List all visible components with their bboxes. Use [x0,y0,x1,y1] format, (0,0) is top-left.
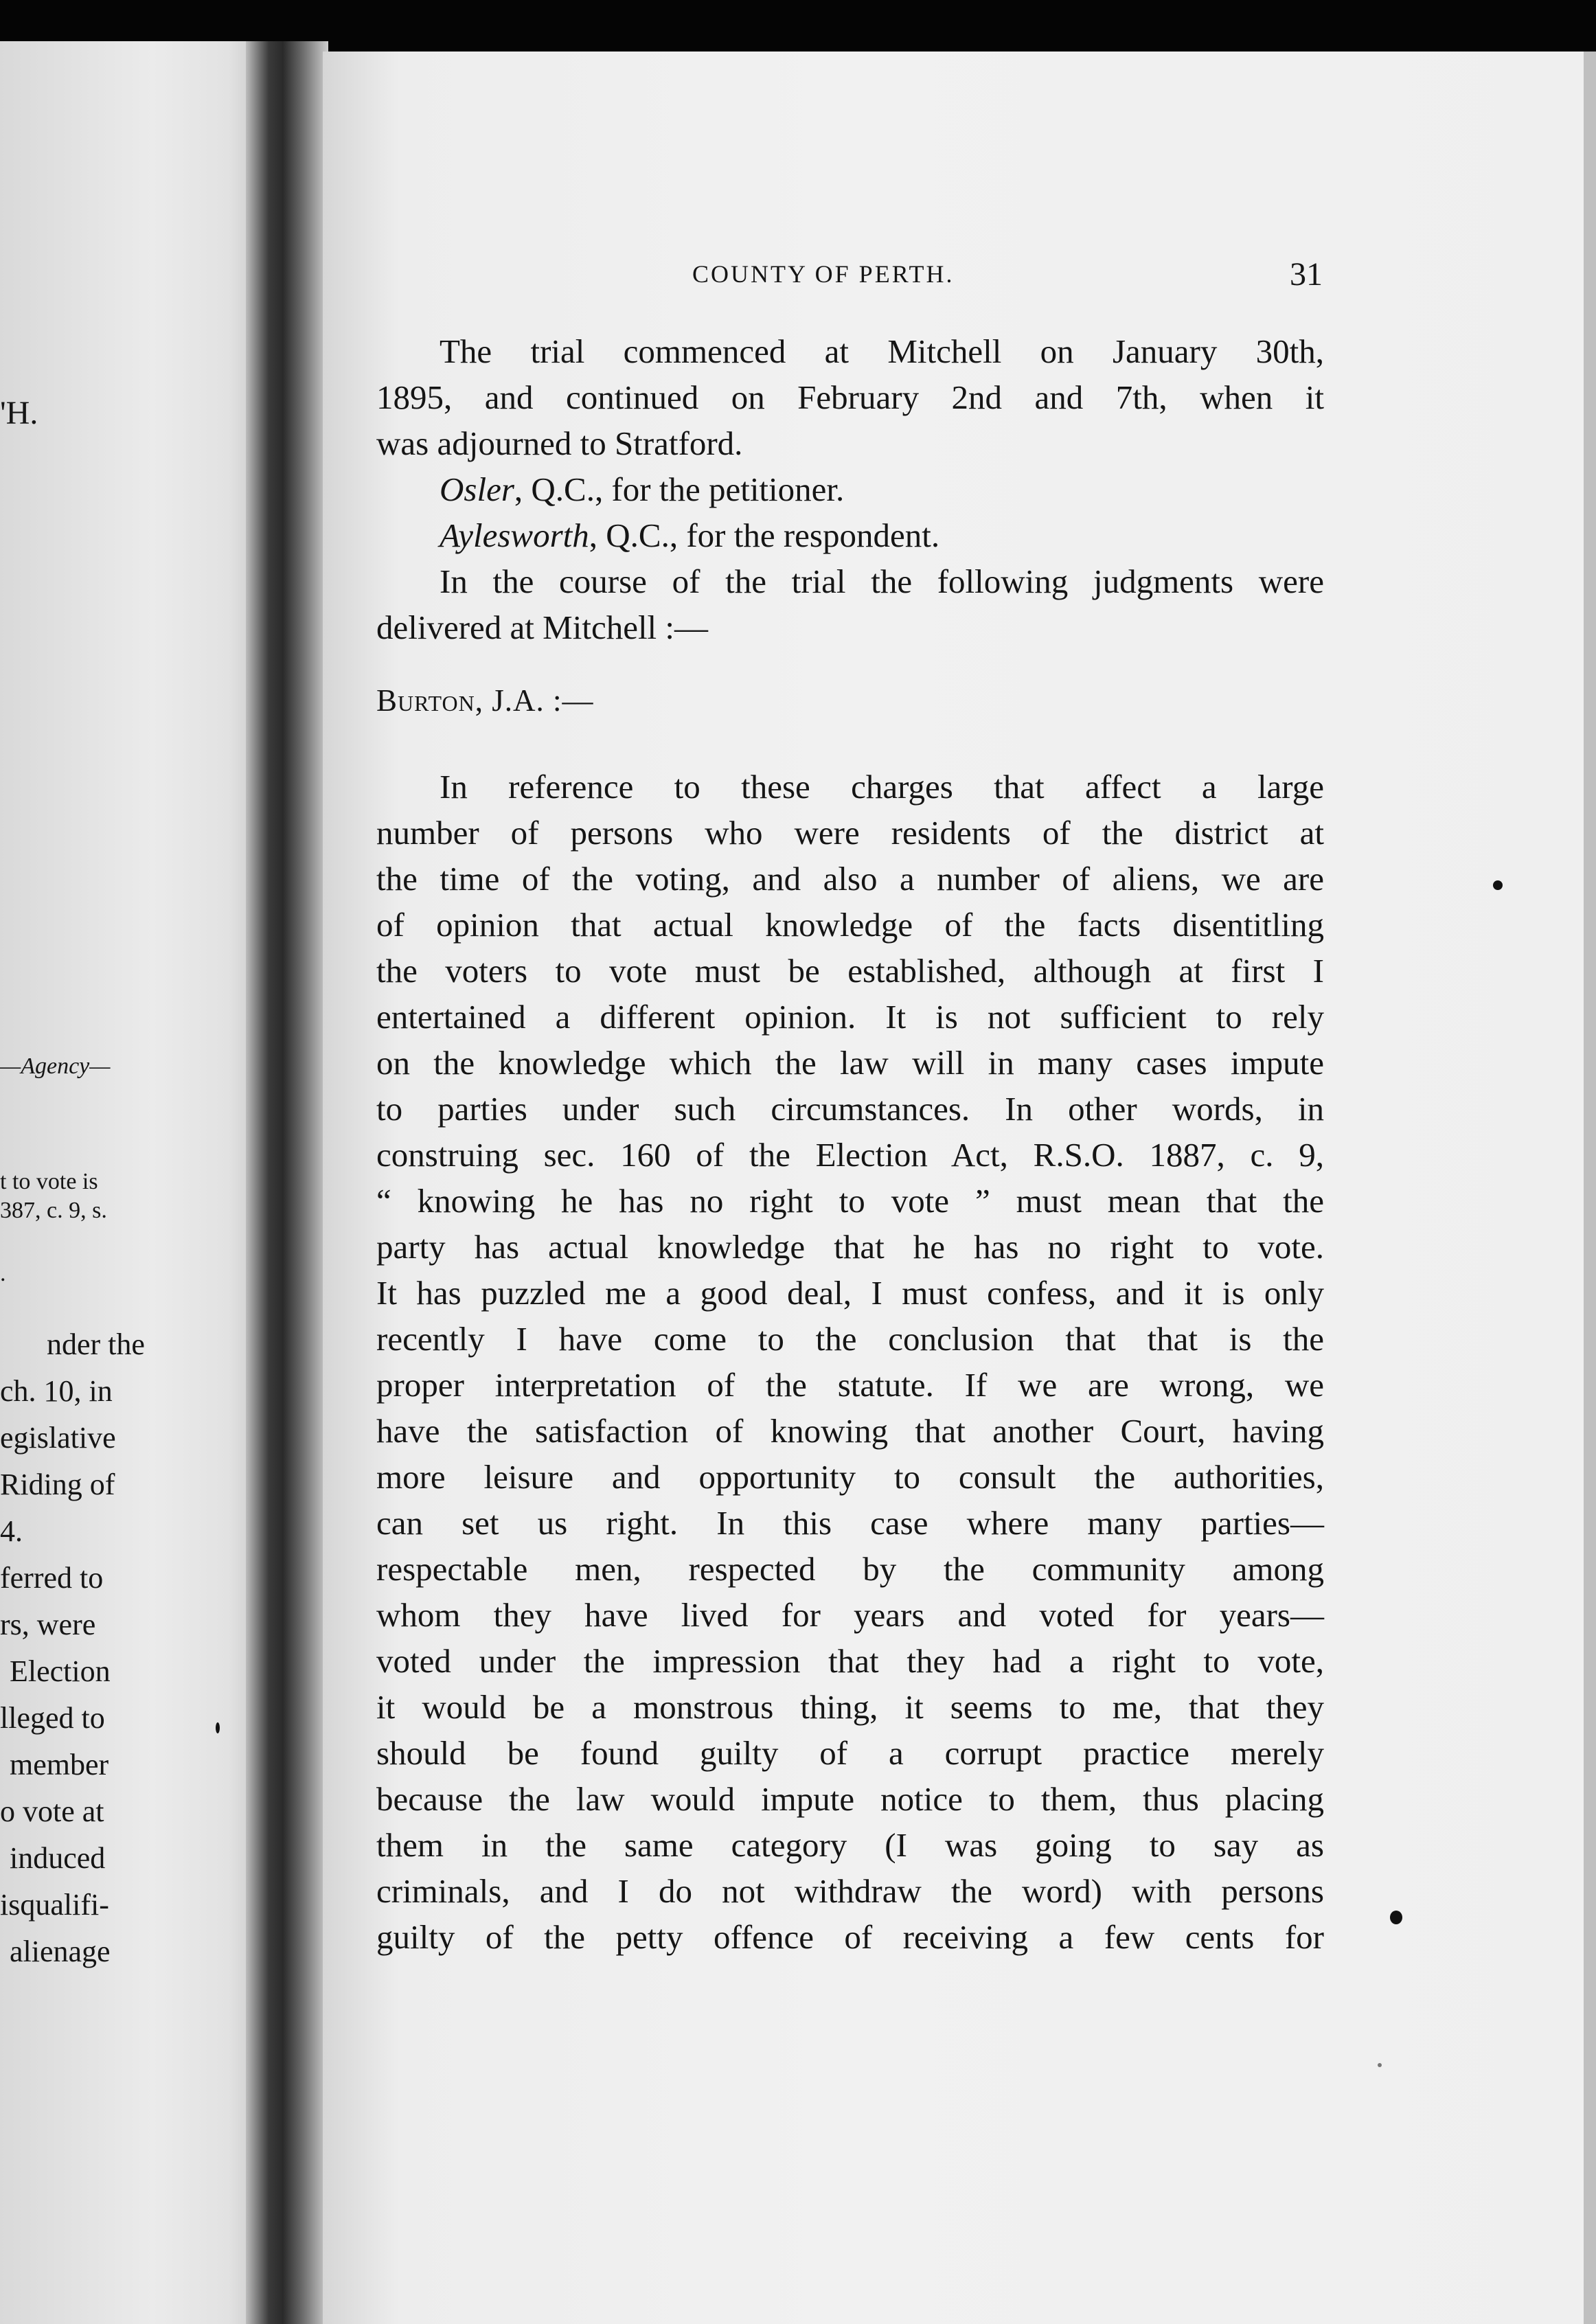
respondent-counsel-role: , Q.C., for the respondent. [589,516,940,554]
judgment-line: on the knowledge which the law will in many cases impute [376,1044,1324,1082]
left-page-line-fragment: ferred to [0,1561,104,1595]
left-page-line-fragment: member [10,1748,109,1781]
left-page-line-fragment: Election [10,1654,111,1688]
petitioner-counsel-name: Osler [440,470,514,508]
left-page-line-fragment: isqualifi- [0,1888,109,1922]
judgment-line: party has actual knowledge that he has no right to vote. [376,1228,1324,1266]
page-body [376,328,1324,1960]
judgment-line: to parties under such circumstances. In other words, in [376,1090,1324,1128]
running-head: COUNTY OF PERTH. [692,260,955,288]
judgment-line: can set us right. In this case where many parties— [376,1504,1324,1542]
judgment-line: recently I have come to the conclusion that that is the [376,1320,1324,1358]
scan-speck [1378,2063,1382,2067]
scan-speck [1390,1911,1402,1924]
judgment-line: construing sec. 160 of the Election Act, R.S.O. 1887, c. 9, [376,1136,1324,1174]
counsel-petitioner [376,466,1324,512]
left-page-line-fragment: alienage [10,1935,111,1968]
petitioner-counsel-role: , Q.C., for the petitioner. [514,470,845,508]
judgment-line: In reference to these charges that affect a large [440,768,1324,806]
judgment-line: have the satisfaction of knowing that another Court, having [376,1412,1324,1450]
text-line: In the course of the trial the following judgments were [440,562,1324,600]
page-number: 31 [1290,256,1323,293]
text-line: 1895, and continued on February 2nd and 7th, when it [376,378,1324,416]
respondent-counsel-name: Aylesworth [440,516,589,554]
left-page-line-fragment: ch. 10, in [0,1374,113,1408]
judgment-line: of opinion that actual knowledge of the facts disentitling [376,906,1324,944]
judgment-line: the voters to vote must be established, although at first I [376,952,1324,990]
judgment-line: “ knowing he has no right to vote ” must mean that the [376,1182,1324,1220]
judgment-line: because the law would impute notice to them, thus placing [376,1780,1324,1818]
judgment-line: the time of the voting, and also a number of aliens, we are [376,860,1324,898]
judgment-line: voted under the impression that they had a right to vote, [376,1642,1324,1680]
text-line: The trial commenced at Mitchell on January 30th, [440,332,1324,370]
judgment-line: entertained a different opinion. It is not sufficient to rely [376,998,1324,1036]
judgment-line: respectable men, respected by the community among [376,1550,1324,1588]
left-page-line-fragment: nder the [47,1328,145,1361]
judge-heading: Burton, J.A. :— [376,683,594,718]
left-page-sidenote-fragment: t to vote is [0,1169,98,1194]
left-page-heading-fragment: 'H. [0,395,38,431]
left-page-sidenote-fragment: . [0,1261,6,1286]
text-line: delivered at Mitchell :— [376,608,709,646]
page-edge [1584,52,1596,2324]
left-page-line-fragment: 4. [0,1514,23,1548]
left-page-line-fragment: o vote at [0,1795,104,1828]
judgment-line: them in the same category (I was going to say as [376,1826,1324,1864]
left-page-line-fragment: Riding of [0,1468,115,1501]
scan-speck [216,1722,220,1733]
judgment-line: proper interpretation of the statute. If we are wrong, we [376,1366,1324,1404]
judgment-line: number of persons who were residents of the district at [376,814,1324,852]
judgment-line: should be found guilty of a corrupt practice merely [376,1734,1324,1772]
judgment-line: guilty of the petty offence of receiving a few cents for [376,1918,1324,1956]
left-page-line-fragment: induced [10,1841,106,1875]
left-page-line-fragment: rs, were [0,1608,96,1641]
judgment-line: criminals, and I do not withdraw the word) with persons [376,1872,1324,1910]
scan-speck [1493,880,1503,890]
judgment-line: whom they have lived for years and voted for years— [376,1596,1324,1634]
left-facing-page [0,41,254,2324]
judgment-line: more leisure and opportunity to consult the authorities, [376,1458,1324,1496]
left-page-line-fragment: egislative [0,1421,116,1455]
text-line: was adjourned to Stratford. [376,424,743,462]
judgment-line: it would be a monstrous thing, it seems to me, that they [376,1688,1324,1726]
left-page-line-fragment: lleged to [0,1701,105,1735]
judgment-line: It has puzzled me a good deal, I must confess, and it is only [376,1274,1324,1312]
counsel-respondent [376,512,1324,558]
left-page-sidenote-fragment: —Agency— [0,1053,111,1079]
left-page-sidenote-fragment: 387, c. 9, s. [0,1198,107,1223]
book-gutter-shadow [246,41,328,2324]
